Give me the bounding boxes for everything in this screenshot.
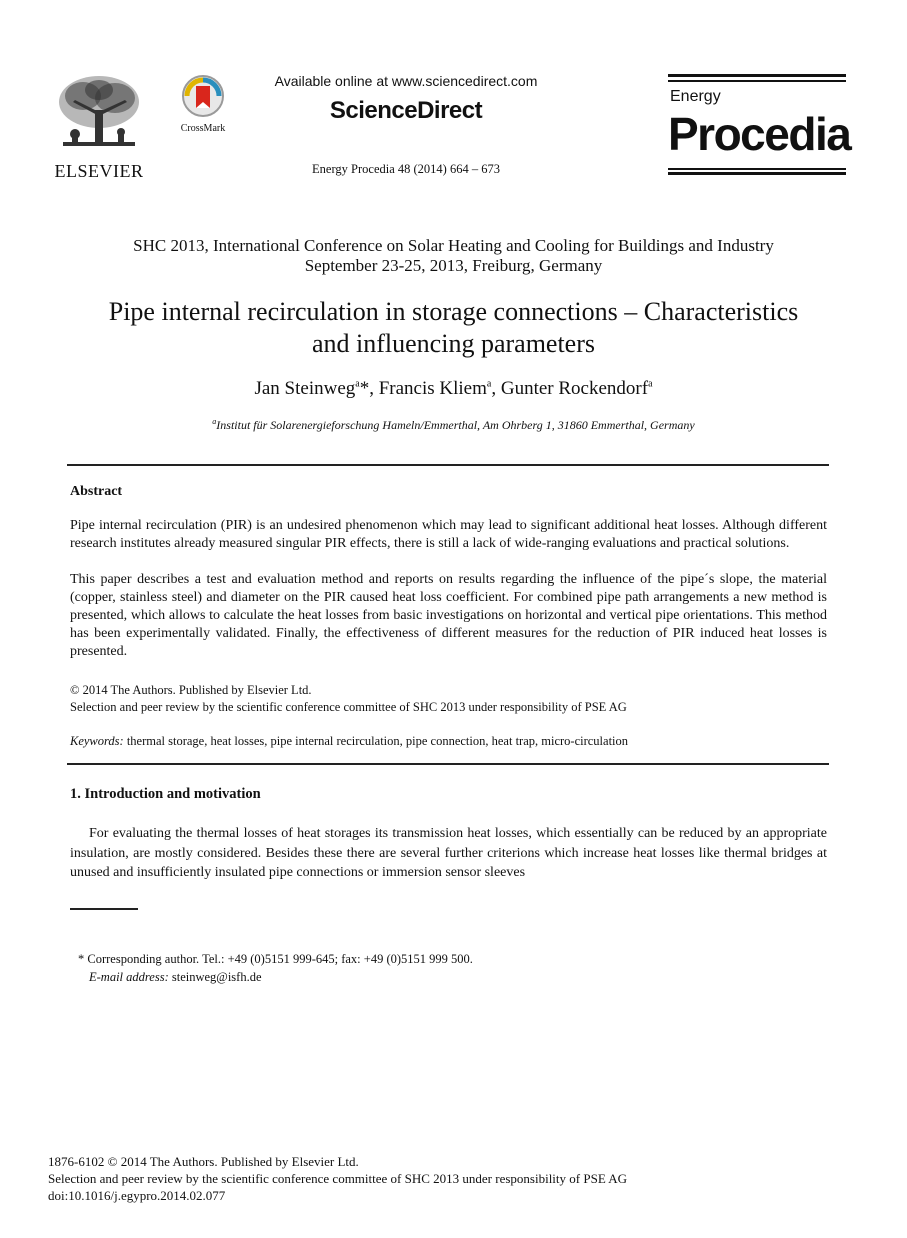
author-name: Jan Steinweg (254, 378, 356, 399)
section-heading: 1. Introduction and motivation (70, 786, 261, 802)
conference-name: SHC 2013, International Conference on Solar Heating and Cooling for Buildings and Industry (133, 236, 774, 255)
publisher-name: ELSEVIER (54, 161, 144, 181)
footnote-divider (70, 908, 138, 910)
author-separator: , (369, 378, 379, 399)
elsevier-tree-icon (53, 72, 145, 152)
email-address[interactable]: steinweg@isfh.de (168, 970, 262, 984)
title-line: Pipe internal recirculation in storage connections – Characteristics (108, 297, 799, 326)
crossmark-icon (181, 74, 225, 118)
corresponding-mark: * (359, 378, 370, 399)
footnote-text: Corresponding author. Tel.: +49 (0)5151 999-645; fax: +49 (0)5151 999 500. (87, 952, 473, 966)
journal-reference: Energy Procedia 48 (2014) 664 – 673 (312, 162, 500, 176)
title-line: and influencing parameters (312, 329, 595, 358)
affiliation-mark: a (486, 378, 492, 390)
available-online[interactable]: Available online at www.sciencedirect.com (274, 73, 538, 89)
affiliation-mark: a (212, 417, 217, 426)
affiliation-mark: a (355, 378, 360, 390)
logo-rule (668, 172, 846, 175)
affiliation-mark: a (648, 378, 653, 390)
email-label: E-mail address: (89, 970, 169, 984)
crossmark-logo[interactable] (172, 74, 234, 136)
copyright-line: © 2014 The Authors. Published by Elsevier Ltd. (70, 683, 312, 697)
journal-word-procedia: Procedia (668, 108, 851, 160)
keywords-list: thermal storage, heat losses, pipe internal recirculation, pipe connection, heat trap, micro-circulation (123, 734, 629, 748)
divider (67, 464, 829, 466)
footnote-mark: * (78, 952, 88, 966)
logo-rule (668, 74, 846, 77)
crossmark-label: CrossMark (180, 123, 226, 134)
paper-title (60, 296, 847, 360)
peer-review-line: Selection and peer review by the scientific conference committee of SHC 2013 under responsibility of PSE AG (70, 700, 627, 714)
logo-rule (668, 168, 846, 170)
conference-dates: September 23-25, 2013, Freiburg, Germany (304, 256, 603, 275)
energy-procedia-logo (668, 74, 851, 178)
logo-rule (668, 80, 846, 82)
keywords (70, 733, 827, 750)
doi[interactable]: doi:10.1016/j.egypro.2014.02.077 (48, 1188, 226, 1203)
publication-info (48, 1153, 848, 1204)
keywords-label: Keywords: (70, 734, 124, 748)
author-list (60, 378, 847, 400)
issn-copyright: 1876-6102 © 2014 The Authors. Published by Elsevier Ltd. (48, 1154, 359, 1169)
author-name: Francis Kliem (378, 378, 487, 399)
abstract-paragraph-2: This paper describes a test and evaluation method and reports on results regarding the influence of the pipe´s slope, the material (copper, stainless steel) and diameter on the PIR caused heat loss coefficient. For combined pipe path arrangements a new method is presented, which allows to calculate the heat losses from basic investigations on horizontal and vertical pipe orientations. This method has been experimentally validated. Finally, the effectiveness of different measures for the reduction of PIR induced heat losses is presented. (70, 572, 827, 659)
elsevier-logo (48, 72, 150, 180)
peer-review-note: Selection and peer review by the scientific conference committee of SHC 2013 under responsibility of PSE AG (48, 1171, 628, 1186)
affiliation (60, 417, 847, 433)
author-name: Gunter Rockendorf (500, 378, 649, 399)
footnote-corresponding (78, 950, 778, 968)
journal-word-energy: Energy (670, 88, 721, 105)
footnote-email (89, 968, 789, 986)
abstract-paragraph-1: Pipe internal recirculation (PIR) is an undesired phenomenon which may lead to significant additional heat losses. Although different research institutes already measured singular PIR effects, there is still a lack of wide-ranging evaluations and practical solutions. (70, 518, 827, 551)
affiliation-text: Institut für Solarenergieforschung Hameln/Emmerthal, Am Ohrberg 1, 31860 Emmerthal, Germany (216, 418, 695, 432)
abstract-heading: Abstract (70, 484, 123, 499)
section-paragraph: For evaluating the thermal losses of heat storages its transmission heat losses, which essentially can be reduced by an appropriate insulation, are mostly considered. Besides these there are several further criterions which increase heat losses like thermal bridges at unused and insufficiently insulated pipe connections or immersion sensor sleeves (70, 826, 827, 880)
divider (67, 763, 829, 765)
sciencedirect-brand: ScienceDirect (329, 97, 483, 124)
author-separator: , (491, 378, 501, 399)
